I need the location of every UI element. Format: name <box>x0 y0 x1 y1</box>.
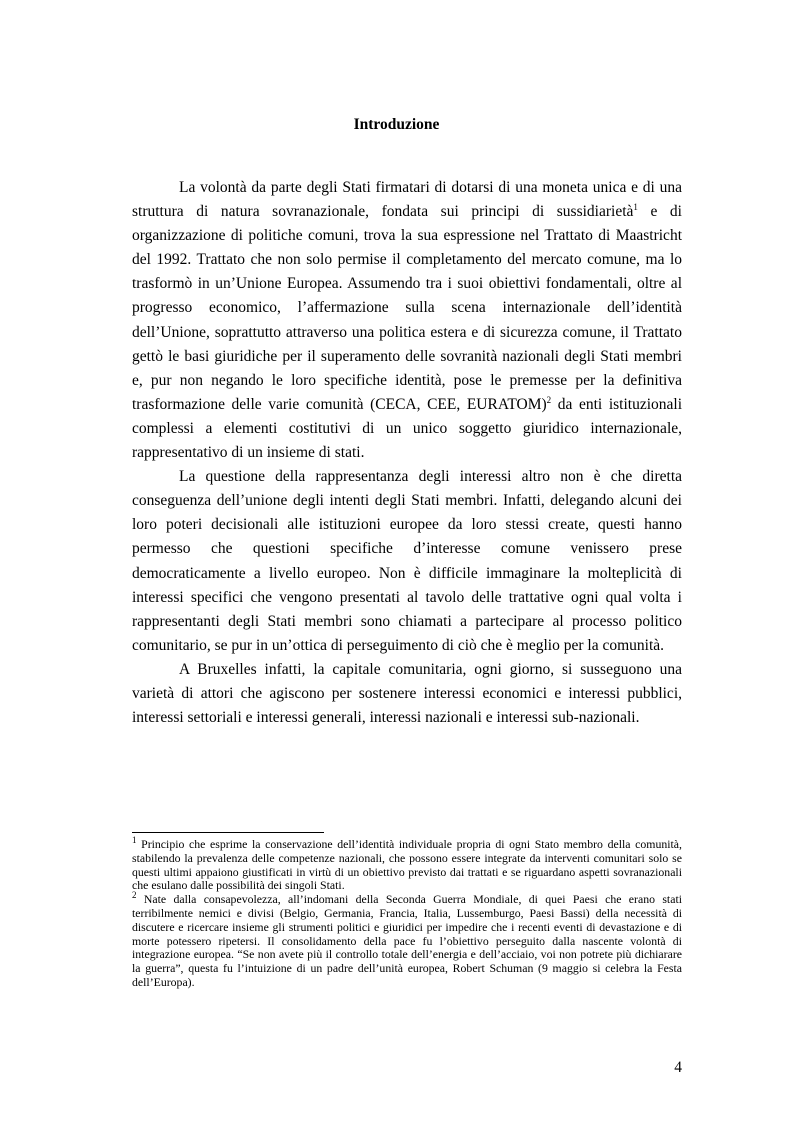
paragraph-text: da enti istituzionali complessi a elementi costitutivi di un unico soggetto giuridico internazionale, rappresentativo di un insieme di stati. <box>132 395 683 462</box>
footnote-text: Nate dalla consapevolezza, all’indomani della Seconda Guerra Mondiale, di quei Paesi che erano stati terribilmente nemici e divisi (Belgio, Germania, Francia, Italia, Lussemburgo, Paesi Bassi) della necessità di discutere e ricercare insieme gli strumenti politici e giuridici per impedire che i recenti eventi di devastazione e di morte potessero ripetersi. Il consolidamento della pace fu l’obiettivo perseguito dalla nascente volontà di integrazione europea. “Se non avete più il controllo totale dell’energia e dell’acciaio, voi non potrete più dichiarare la guerra”, questa fu l’intuizione di un padre dell’unità europea, Robert Schuman (9 maggio si celebra la Festa dell’Europa). <box>132 892 682 989</box>
footnote-text: Principio che esprime la conservazione dell’identità individuale propria di ogni Stato membro della comunità, stabilendo la prevalenza delle competenze nazionali, che possono essere integrate da interventi comunitari solo se questi ultimi appaiono giustificati in virtù di un obiettivo previsto dai trattati e se riguardano aspetti sovranazionali che esulano dalle possibilità dei singoli Stati. <box>132 837 682 893</box>
page-number: 4 <box>674 1059 682 1076</box>
footnote-marker: 1 <box>132 835 137 846</box>
body-paragraph: A Bruxelles infatti, la capitale comunitaria, ogni giorno, si susseguono una varietà di attori che agiscono per sostenere interessi economici e interessi pubblici, interessi settoriali e interessi generali, interessi nazionali e interessi sub-nazionali. <box>132 660 682 727</box>
footnote <box>132 835 682 893</box>
body-paragraph: La questione della rappresentanza degli interessi altro non è che diretta conseguenza dell’unione degli intenti degli Stati membri. Infatti, delegando alcuni dei loro poteri decisionali alle istituzioni europee da loro stessi create, questi hanno permesso che questioni specifiche d’interesse comune venissero prese democraticamente a livello europeo. Non è difficile immaginare la molteplicità di interessi specifici che vengono presentati al tavolo delle trattative ogni qual volta i rappresentanti degli Stati membri sono chiamati a partecipare al processo politico comunitario, se pur in un’ottica di perseguimento di ciò che è meglio per la comunità. <box>132 468 682 654</box>
body-paragraph <box>132 176 682 465</box>
paragraph-text: e di organizzazione di politiche comuni, trova la sua espressione nel Trattato di Maastricht del 1992. Trattato che non solo permise il completamento del mercato comune, ma lo trasformò in un’Unione Europea. Assumendo tra i suoi obiettivi fondamentali, oltre al progresso economico, l’affermazione sulla scena internazionale dell’identità dell’Unione, soprattutto attraverso una politica estera e di sicurezza comune, il Trattato gettò le basi giuridiche per il superamento delle sovranità nazionali degli Stati membri e, pur non negando le loro specifiche identità, pose le premesse per la definitiva trasformazione delle varie comunità (CECA, CEE, EURATOM) <box>132 203 682 413</box>
footnote-marker: 2 <box>132 890 137 901</box>
footnote-reference[interactable]: 1 <box>633 201 638 212</box>
page-title: Introduzione <box>353 116 440 133</box>
footnote-reference[interactable]: 2 <box>546 394 552 405</box>
footnotes <box>132 835 682 990</box>
footnote-separator <box>132 832 324 833</box>
paragraph-text: La volontà da parte degli Stati firmatari di dotarsi di una moneta unica e di una struttura di natura sovranazionale, fondata sui principi di sussidiarietà <box>132 179 682 221</box>
body-text <box>132 176 682 730</box>
footnote <box>132 890 682 990</box>
